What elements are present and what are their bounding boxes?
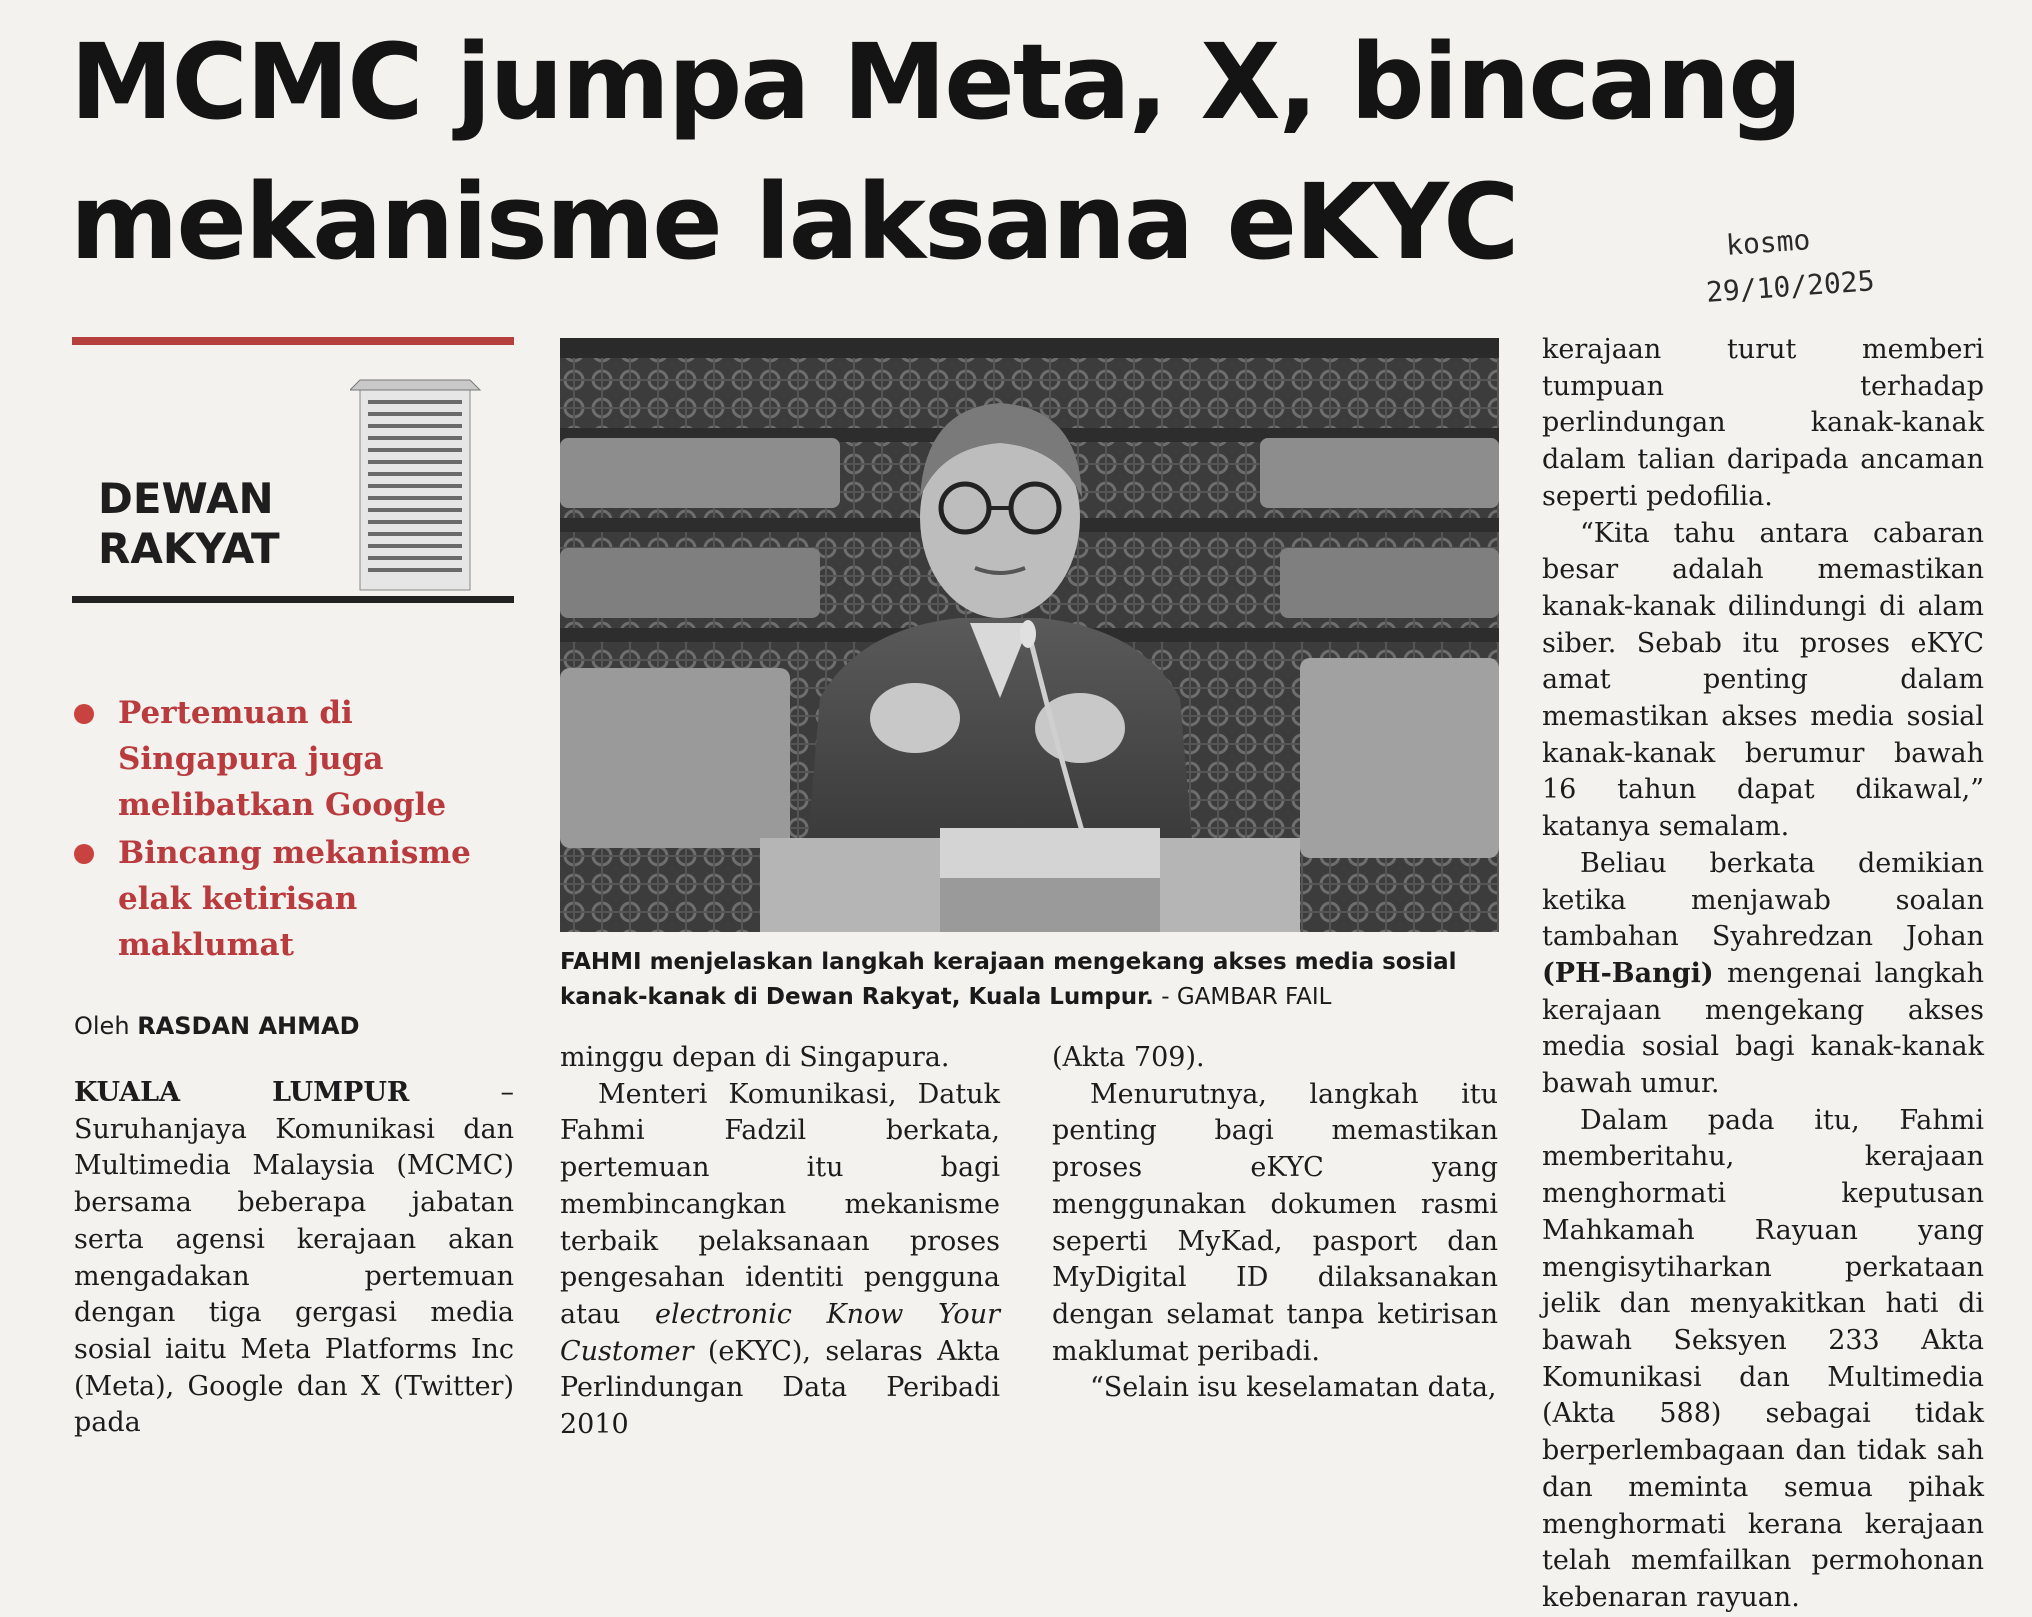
highlight-item <box>74 830 534 968</box>
article-column-2 <box>560 1040 1000 1444</box>
article-text: Menteri Komunikasi, Datuk Fahmi Fadzil berkata, pertemuan itu bagi membincangkan mekanisme terbaik pelaksanaan proses pengesahan identiti pengguna atau <box>560 1078 1000 1330</box>
bullet-dot-icon <box>74 704 94 724</box>
article-column-1 <box>74 1075 514 1442</box>
highlights-list <box>74 690 534 970</box>
article-paragraph: (Akta 709). <box>1052 1042 1205 1073</box>
highlight-text: Pertemuan di Singapura juga melibatkan Google <box>118 695 447 823</box>
handwritten-publication: kosmo <box>1724 223 1812 262</box>
article-paragraph: kerajaan turut memberi tumpuan terhadap perlindungan kanak-kanak dalam talian daripada ancaman seperti pedofilia. <box>1542 334 1984 512</box>
headline-line-2: mekanisme laksana eKYC <box>70 161 1518 283</box>
article-text: (eKYC), selaras Akta Perlindungan Data Peribadi 2010 <box>560 1335 1000 1441</box>
caption-text: menjelaskan langkah kerajaan mengekang akses media sosial kanak-kanak di Dewan Rakyat, Kuala Lumpur. <box>560 949 1457 1010</box>
section-label <box>98 474 280 574</box>
article-italic-text: electronic Know Your Customer <box>560 1298 1000 1367</box>
article-paragraph: Dalam pada itu, Fahmi memberitahu, kerajaan menghormati keputusan Mahkamah Rayuan yang mengisytiharkan perkataan jelik dan menyakitkan hati di bawah Seksyen 233 Akta Komunikasi dan Multimedia (Akta 588) sebagai tidak berperlembagaan dan tidak sah dan meminta semua pihak menghormati kerana kerajaan telah memfailkan permohonan kebenaran rayuan. <box>1542 1104 1984 1613</box>
highlight-item <box>74 690 534 828</box>
photo-caption <box>560 945 1500 1015</box>
parliament-building-icon <box>350 360 490 592</box>
caption-credit: - GAMBAR FAIL <box>1153 984 1332 1010</box>
parliament-photo-illustration <box>560 338 1499 932</box>
headline-line-1: MCMC jumpa Meta, X, bincang <box>70 21 1801 143</box>
section-label-line-2: RAKYAT <box>98 524 280 573</box>
article-paragraph: Menurutnya, langkah itu penting bagi memastikan proses eKYC yang menggunakan dokumen rasmi seperti MyKad, pasport dan MyDigital ID dilaksanakan dengan selamat tanpa ketirisan maklumat peribadi. <box>1052 1078 1498 1367</box>
article-paragraph <box>1542 846 1984 1103</box>
article-column-4 <box>1542 332 1984 1617</box>
highlight-text: Bincang mekanisme elak ketirisan maklumat <box>118 835 471 963</box>
bullet-dot-icon <box>74 844 94 864</box>
article-text: Beliau berkata demikian ketika menjawab soalan tambahan Syahredzan Johan <box>1542 847 1984 953</box>
byline-prefix: Oleh <box>74 1012 130 1040</box>
section-bottom-rule <box>72 596 514 603</box>
byline-author: RASDAN AHMAD <box>137 1012 360 1040</box>
caption-lead: FAHMI <box>560 949 642 975</box>
section-top-rule <box>72 337 514 345</box>
article-bold-text: (PH-Bangi) <box>1542 957 1714 989</box>
article-paragraph: minggu depan di Singapura. <box>560 1042 950 1073</box>
article-paragraph: “Selain isu keselamatan data, <box>1090 1372 1497 1404</box>
article-paragraph <box>560 1077 1000 1444</box>
article-paragraph: “Kita tahu antara cabaran besar adalah memastikan kanak-kanak dilindungi di alam siber. Sebab itu proses eKYC amat penting dalam memastikan akses media sosial kanak-kanak berumur bawah 16 tahun dapat dikawal,” katanya semalam. <box>1542 517 1984 843</box>
dateline: KUALA LUMPUR <box>74 1077 410 1108</box>
article-photo <box>560 338 1499 932</box>
article-column-3 <box>1052 1040 1498 1407</box>
article-col1-text: – Suruhanjaya Komunikasi dan Multimedia Malaysia (MCMC) bersama beberapa jabatan serta agensi kerajaan akan mengadakan pertemuan dengan tiga gergasi media sosial iaitu Meta Platforms Inc (Meta), Google dan X (Twitter) pada <box>74 1077 514 1439</box>
section-label-line-1: DEWAN <box>98 474 274 523</box>
byline <box>74 1012 360 1040</box>
handwritten-date: 29/10/2025 <box>1705 264 1876 309</box>
article-text: mengenai langkah kerajaan mengekang akses media sosial bagi kanak-kanak bawah umur. <box>1542 957 1984 1100</box>
